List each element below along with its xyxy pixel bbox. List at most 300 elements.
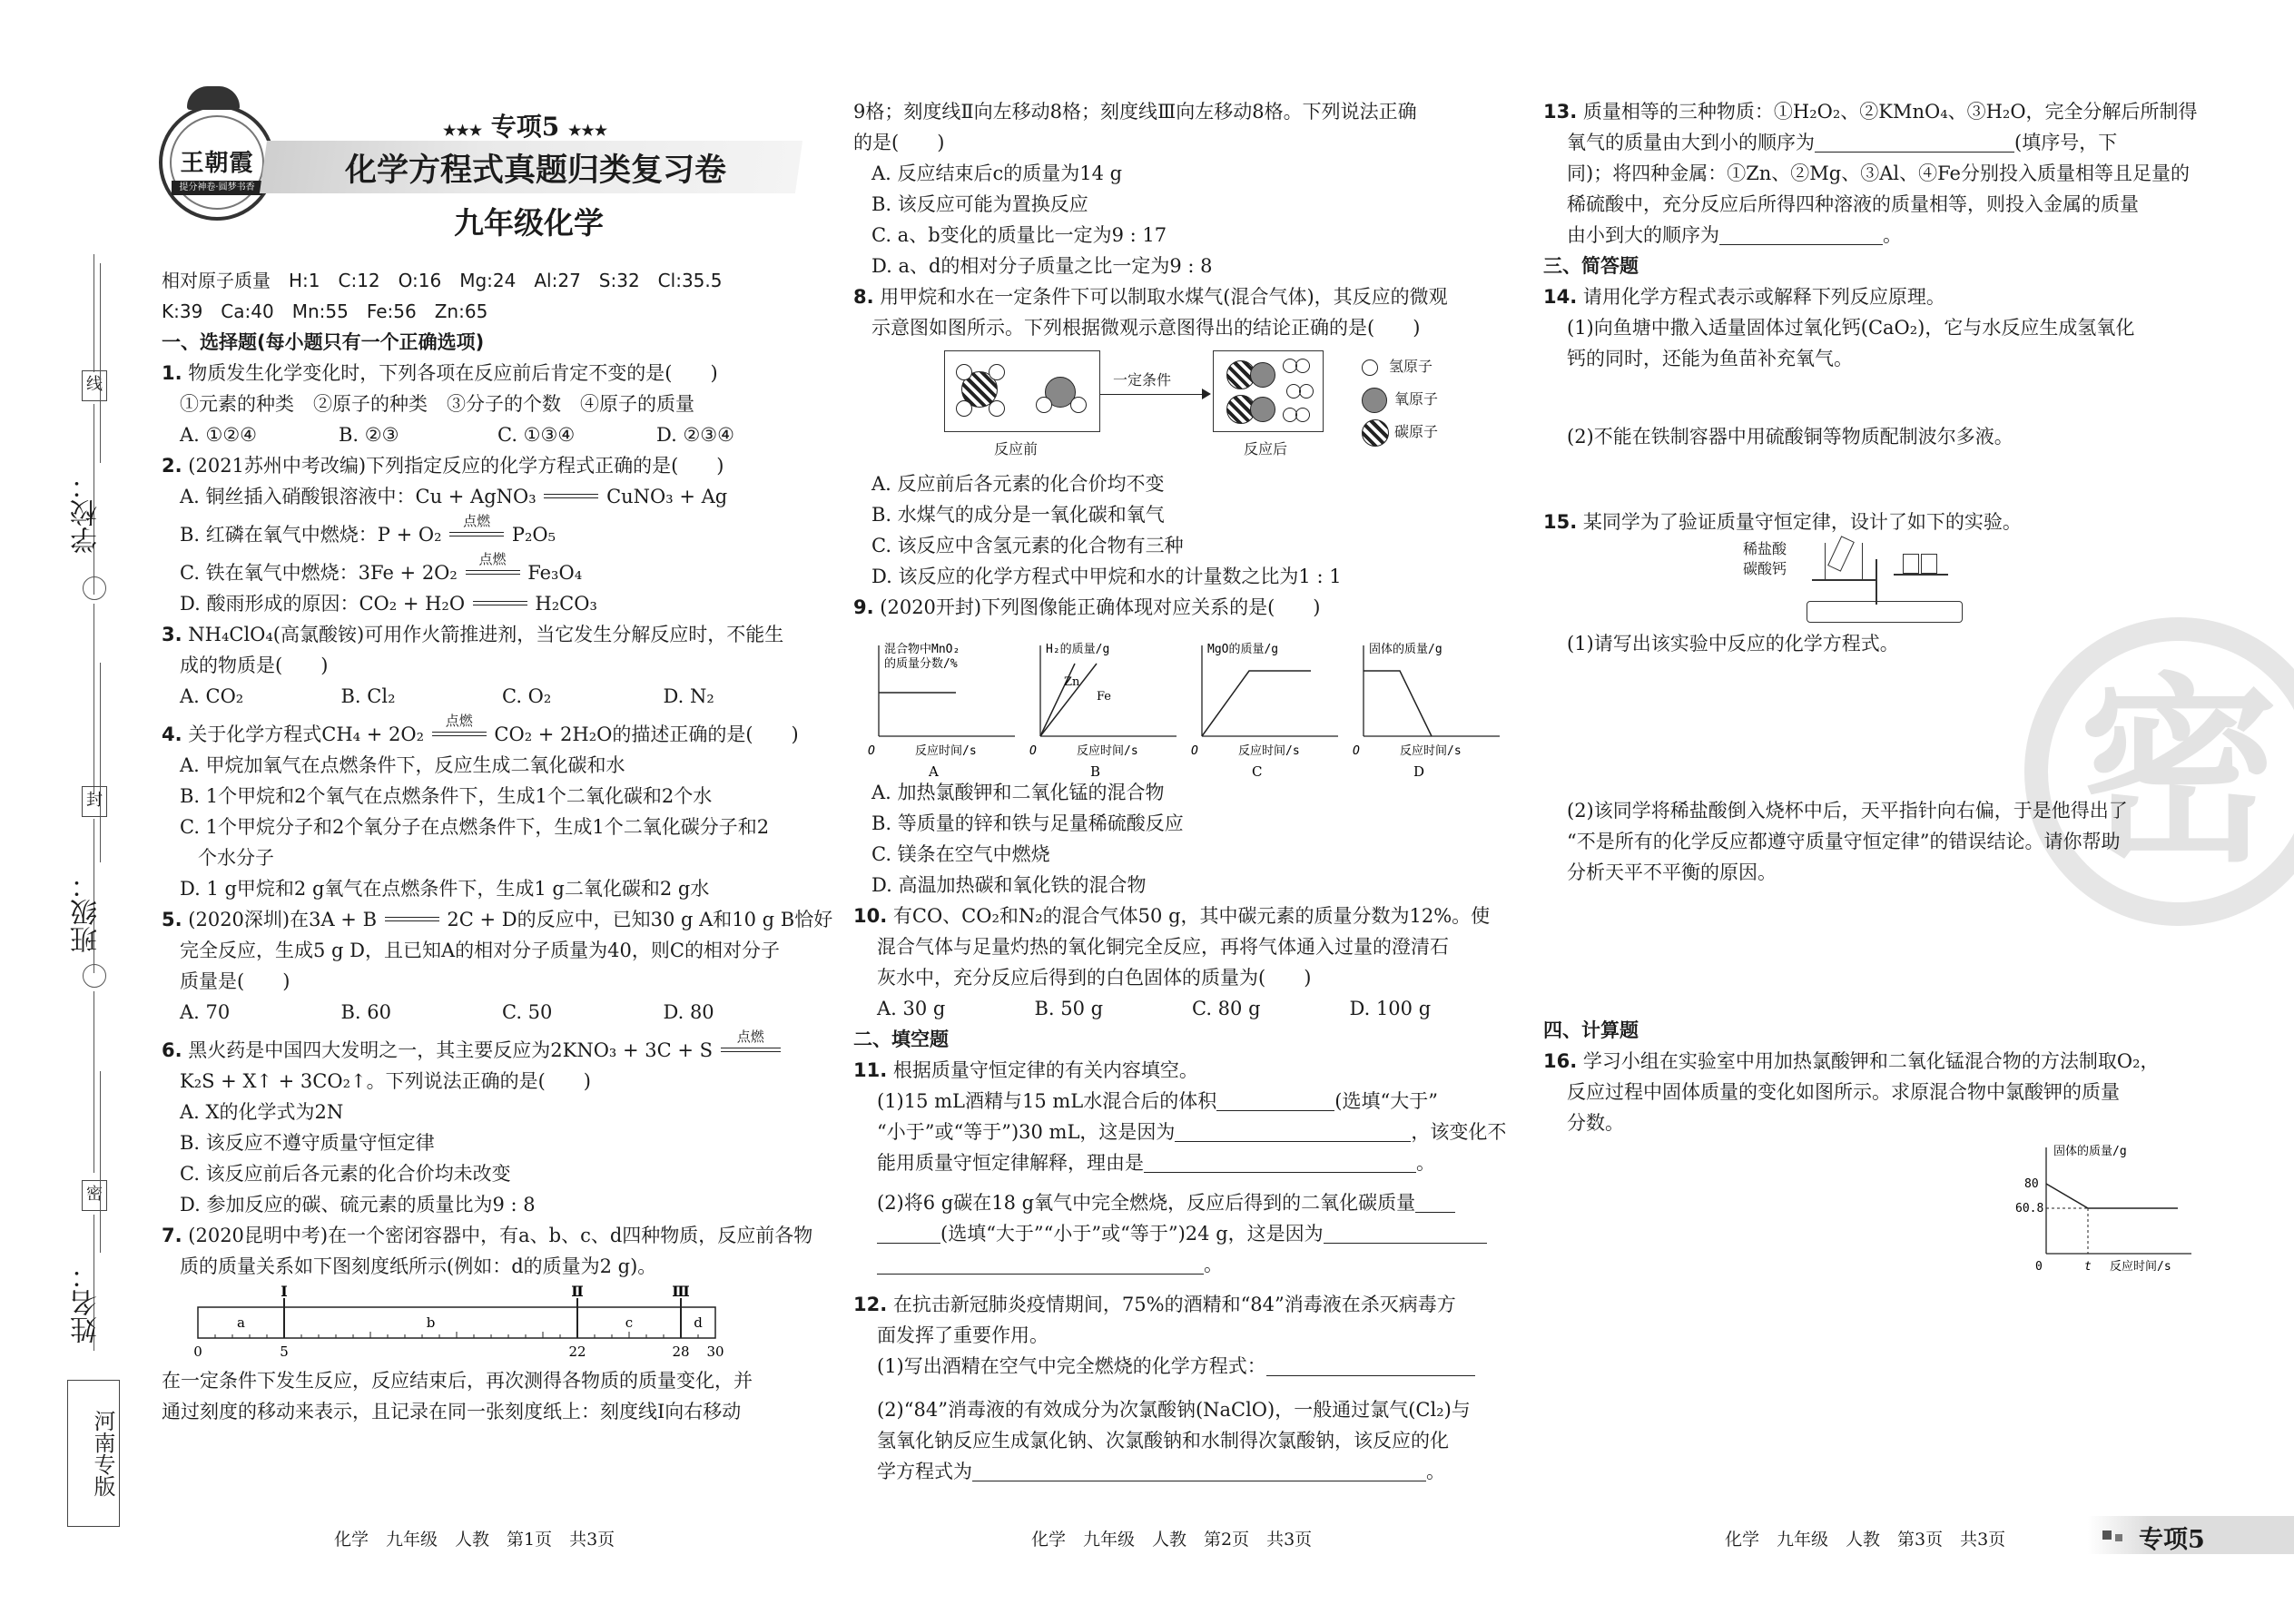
graph-x-label: 反应时间/s [915, 744, 977, 758]
question-stem: 在抗击新冠肺炎疫情期间，75%的酒精和“84”消毒液在杀灭病毒方 [892, 1294, 1456, 1315]
option-d[interactable]: D. 80 [663, 1001, 714, 1023]
reagent-label: 碳酸钙 [1743, 560, 1787, 577]
reaction-arrow [464, 551, 522, 579]
option-b[interactable]: B. 等质量的锌和铁与足量稀硫酸反应 [871, 812, 1184, 834]
question-line [853, 1351, 1507, 1382]
question-line: 同)；将四种金属：①Zn、②Mg、③Al、④Fe分别投入质量相等且足量的 [1567, 162, 2190, 184]
special-label: 专项5 [490, 112, 560, 142]
atomic-mass-line: K:39 Ca:40 Mn:55 Fe:56 Zn:65 [162, 300, 488, 322]
province-tag: 河南专版 [67, 1380, 120, 1527]
graph-letter: D [1413, 763, 1425, 777]
legend-label: 氧原子 [1394, 390, 1439, 408]
balance-apparatus [1743, 537, 2070, 628]
option-a[interactable] [162, 481, 824, 512]
graph-y-label: MgO的质量/g [1207, 643, 1279, 656]
graph-x-label: 反应时间/s [1077, 744, 1138, 758]
question-line: 氢氧化钠反应生成氯化钠、次氯酸钠和水制得次氯酸钠，该反应的化 [877, 1430, 1449, 1452]
graph-t-label: t [2084, 1260, 2092, 1274]
graph-origin: O [1353, 744, 1360, 758]
question-line: K₂S + X↑ + 3CO₂↑。下列说法正确的是( ) [180, 1070, 591, 1092]
question-stem: 物质发生化学变化时，下列各项在反应前后肯定不变的是( ) [188, 362, 718, 384]
hydrogen-atom-icon [1362, 359, 1378, 376]
question-line [853, 1187, 1507, 1218]
logo-crown-icon [187, 86, 240, 110]
options-row [162, 419, 824, 450]
ruler-mark-label: Ⅰ [281, 1283, 288, 1300]
ruler-mark-label: Ⅲ [672, 1283, 690, 1300]
option-b[interactable]: B. 该反应不遵守质量守恒定律 [180, 1132, 435, 1154]
question-1 [162, 358, 824, 389]
option-text: P₂O₅ [511, 524, 556, 546]
carbon-atom-icon [1362, 419, 1389, 447]
hydrogen-atom-icon [956, 400, 972, 417]
hydrogen-atom-icon [989, 364, 1005, 380]
graph-row [853, 623, 1507, 777]
question-line: 灰水中，充分反应后得到的白色固体的质量为( ) [877, 967, 1312, 989]
graph-curve [1040, 664, 1075, 736]
question-line [1543, 220, 2206, 251]
question-number: 3. [162, 624, 182, 645]
graph-curve [1202, 671, 1311, 736]
class-field-line [100, 663, 101, 862]
option-d[interactable]: D. 100 g [1349, 998, 1432, 1019]
question-text: “小于”或“等于”)30 mL，这是因为 [877, 1121, 1176, 1143]
option-b[interactable]: B. ②③ [339, 424, 399, 446]
question-text: (1)15 mL酒精与15 mL水混合后的体积 [877, 1090, 1217, 1112]
ruler-tick-label: 5 [280, 1343, 289, 1360]
option-a[interactable]: A. 70 [180, 1001, 231, 1023]
option-text: H₂CO₃ [535, 593, 597, 615]
graph-y-label: H₂的质量/g [1046, 643, 1110, 656]
option-b[interactable] [162, 513, 824, 550]
option-b[interactable]: B. 水煤气的成分是一氧化碳和氧气 [871, 504, 1165, 526]
graph-letter: A [929, 763, 939, 777]
question-line: 分析天平不平衡的原因。 [1567, 861, 1777, 883]
question-number: 15. [1543, 511, 1578, 533]
option-c[interactable]: C. 该反应中含氢元素的化合物有三种 [871, 535, 1184, 556]
graphs-graphic [853, 623, 1507, 777]
graph-letter: C [1252, 763, 1263, 777]
page-footer: 化学 九年级 人教 第3页 共3页 [1725, 1530, 2006, 1550]
answer-blank[interactable] [972, 1461, 1426, 1481]
micro-diagram [944, 350, 1507, 459]
question-text: (2)将6 g碳在18 g氧气中完全燃烧，反应后得到的二氧化碳质量 [877, 1192, 1416, 1214]
column-2 [853, 96, 1507, 1487]
question-9 [853, 592, 1507, 623]
option-text: Fe₃O₄ [527, 562, 583, 584]
page-subtitle: 九年级化学 [454, 205, 604, 241]
arrow-head-icon [1202, 389, 1211, 399]
question-line: 质的质量关系如下图刻度纸所示(例如：d的质量为2 g)。 [180, 1255, 657, 1277]
question-stem: (2020昆明中考)在一个密闭容器中，有a、b、c、d四种物质，反应前各物 [188, 1225, 813, 1246]
options-row [853, 993, 1507, 1024]
brand-logo: 王朝霞 提分神卷·圆梦书香 [159, 104, 275, 221]
hydrogen-atom-icon [1036, 397, 1052, 413]
option-a[interactable]: A. 反应前后各元素的化合价均不变 [871, 473, 1165, 495]
option-d[interactable]: D. 高温加热碳和氧化铁的混合物 [871, 874, 1147, 896]
option-text: D. 酸雨形成的原因：CO₂ + H₂O [180, 593, 466, 615]
graph-y-label: 固体的质量/g [2053, 1145, 2127, 1158]
graph-y-label: 混合物中MnO₂ [884, 643, 960, 656]
option-text: C. 铁在氧气中燃烧：3Fe + 2O₂ [180, 562, 458, 584]
after-label: 反应后 [1244, 440, 1288, 458]
question-stem: 根据质量守恒定律的有关内容填空。 [892, 1059, 1198, 1081]
section-heading: 四、计算题 [1543, 1019, 1639, 1041]
class-field-label: 班级： [71, 871, 103, 953]
ruler-tick-label: 28 [672, 1343, 690, 1360]
question-line [1543, 127, 2206, 158]
question-line: 质量是( ) [180, 970, 290, 992]
option-text: A. 铜丝插入硝酸银溶液中：Cu + AgNO₃ [180, 486, 537, 507]
question-line [853, 1117, 1507, 1147]
question-text: 学方程式为 [877, 1461, 972, 1482]
graph-curve [2046, 1184, 2178, 1208]
question-line: 反应过程中固体质量的变化如图所示。求原混合物中氯酸钾的质量 [1567, 1081, 2120, 1103]
question-16 [1543, 1046, 2206, 1077]
question-number: 2. [162, 455, 182, 477]
question-stem: 用甲烷和水在一定条件下可以制取水煤气(混合气体)，其反应的微观 [880, 286, 1448, 308]
option-c[interactable]: C. 80 g [1192, 998, 1261, 1019]
graph-series-label: Fe [1097, 690, 1112, 704]
balance-pan-icon [1894, 574, 1948, 576]
question-stem: CO₂ + 2H₂O的描述正确的是( ) [494, 723, 799, 745]
question-11 [853, 1055, 1507, 1086]
scale-ruler [189, 1282, 733, 1365]
graph-x-label: 反应时间/s [1238, 744, 1300, 758]
stars-decor: ★★★ [568, 122, 608, 139]
reaction-arrow [430, 713, 488, 741]
after-box [1213, 350, 1324, 432]
question-stem: 质量相等的三种物质：①H₂O₂、②KMnO₄、③H₂O，完全分解后所制得 [1582, 101, 2198, 123]
option-d[interactable]: D. 该反应的化学方程式中甲烷和水的计量数之比为1 : 1 [871, 566, 1342, 587]
option-b[interactable]: B. 60 [340, 1001, 392, 1023]
question-number: 16. [1543, 1050, 1578, 1072]
reaction-condition: 点燃 [445, 713, 473, 729]
option-d[interactable]: D. N₂ [663, 685, 714, 707]
ruler-tick-label: 22 [568, 1343, 586, 1360]
question-4 [162, 713, 824, 750]
question-7 [162, 1220, 824, 1251]
option-c[interactable]: C. O₂ [502, 685, 552, 707]
question-stem: 请用化学方程式表示或解释下列反应原理。 [1582, 286, 1945, 308]
column-1 [162, 265, 833, 1427]
graph-origin: O [1191, 744, 1198, 758]
ruler-graphic [189, 1282, 733, 1365]
options-row [162, 681, 824, 712]
option-b[interactable]: B. 1个甲烷和2个氧气在点燃条件下，生成1个二氧化碳和2个水 [180, 785, 713, 807]
binding-hole [83, 964, 106, 988]
reagent-label: 稀盐酸 [1743, 540, 1787, 557]
legend [1362, 350, 1438, 448]
answer-blank[interactable] [1144, 1152, 1416, 1173]
question-line: 通过刻度的移动来表示，且记录在同一张刻度纸上：刻度线Ⅰ向右移动 [162, 1401, 742, 1422]
question-line: (2)“84”消毒液的有效成分为次氯酸钠(NaClO)，一般通过氯气(Cl₂)与 [877, 1399, 1471, 1421]
question-15 [1543, 507, 2206, 537]
corner-tag [2088, 1516, 2294, 1554]
section-heading: 二、填空题 [853, 1029, 949, 1050]
option-d[interactable]: D. 参加反应的碳、硫元素的质量比为9 : 8 [180, 1194, 536, 1216]
graph-x-label: 反应时间/s [1400, 744, 1462, 758]
question-stem: (2020深圳)在3A + B [188, 909, 378, 930]
graph-origin: 0 [2035, 1260, 2043, 1274]
question-line: 在一定条件下发生反应，反应结束后，再次测得各物质的质量变化，并 [162, 1370, 753, 1392]
school-field-line [100, 263, 101, 463]
question-number: 12. [853, 1294, 888, 1315]
question-line: 钙的同时，还能为鱼苗补充氧气。 [1567, 348, 1853, 369]
question-line: ①元素的种类 ②原子的种类 ③分子的个数 ④原子的质量 [180, 393, 694, 415]
question-10 [853, 901, 1507, 931]
corner-tag-label: 专项5 [2139, 1526, 2205, 1554]
logo-text: 王朝霞 [180, 150, 254, 177]
option-d[interactable] [162, 588, 824, 619]
question-line: “不是所有的化学反应都遵守质量守恒定律”的错误结论。请你帮助 [1567, 831, 2121, 852]
weights-icon [1921, 554, 1937, 574]
column-3 [1543, 96, 2206, 1276]
option-c[interactable]: C. 1个甲烷分子和2个氧分子在点燃条件下，生成1个二氧化碳分子和2 [180, 816, 770, 838]
answer-space[interactable] [1543, 888, 2206, 1015]
question-line: (1)向鱼塘中撒入适量固体过氧化钙(CaO₂)，它与水反应生成氢氧化 [1567, 317, 2135, 339]
question-line [853, 1218, 1507, 1249]
question-line [853, 1147, 1507, 1178]
balance-base-icon [1807, 601, 1963, 623]
before-box [944, 350, 1100, 432]
reaction-arrow [448, 513, 506, 541]
question-text: 氧气的质量由大到小的顺序为 [1567, 132, 1815, 153]
question-text: 。 [1416, 1152, 1435, 1174]
question-14 [1543, 281, 2206, 312]
answer-blank[interactable] [1719, 224, 1883, 245]
question-line: (1)请写出该实验中反应的化学方程式。 [1567, 633, 1899, 655]
question-line: 完全反应，生成5 g D，且已知A的相对分子质量为40，则C的相对分子 [180, 940, 780, 961]
answer-blank[interactable] [1266, 1355, 1475, 1376]
oxygen-atom-icon [1362, 388, 1387, 413]
option-c[interactable] [162, 551, 824, 588]
hydrogen-atom-icon [1299, 384, 1314, 399]
ruler-tick-label: 30 [706, 1343, 724, 1360]
ruler-mark-label: Ⅱ [571, 1283, 584, 1300]
stars-decor: ★★★ [443, 122, 483, 139]
question-number: 10. [853, 905, 888, 927]
name-field-label: 姓名： [71, 1262, 103, 1343]
corner-squares-icon [2115, 1534, 2122, 1541]
question-2 [162, 450, 824, 481]
sidebar-mark-line: 线 [82, 370, 107, 401]
question-line: 稀硫酸中，充分反应后所得四种溶液的质量相等，则投入金属的质量 [1567, 193, 2139, 215]
question-stem: NH₄ClO₄(高氯酸铵)可用作火箭推进剂，当它发生分解反应时，不能生 [188, 624, 784, 645]
option-d[interactable]: D. ②③④ [656, 424, 734, 446]
option-c[interactable]: C. ①③④ [497, 424, 576, 446]
legend-label: 氢原子 [1389, 358, 1433, 375]
question-number: 5. [162, 909, 182, 930]
option-a[interactable]: A. X的化学式为2N [180, 1101, 344, 1123]
option-b[interactable]: B. 50 g [1034, 998, 1104, 1019]
legend-label: 碳原子 [1394, 423, 1439, 440]
school-field-label: 学校： [71, 472, 103, 554]
question-number: 6. [162, 1039, 182, 1061]
before-label: 反应前 [994, 440, 1039, 458]
question-number: 14. [1543, 286, 1578, 308]
ruler-segment-label: c [625, 1314, 634, 1331]
option-c-cont: 个水分子 [198, 847, 274, 869]
answer-space[interactable] [1543, 452, 2206, 507]
ruler-segment-label: d [694, 1314, 703, 1331]
question-text: 能用质量守恒定律解释，理由是 [877, 1152, 1144, 1174]
question-number: 4. [162, 723, 182, 745]
question-stem: 学习小组在实验室中用加热氯酸钾和二氧化锰混合物的方法制取O₂， [1582, 1050, 2160, 1072]
answer-blank[interactable] [1216, 1090, 1334, 1111]
graph-y-label: 固体的质量/g [1369, 643, 1442, 656]
hydrogen-atom-icon [1070, 397, 1087, 413]
question-text: ，该变化不 [1411, 1121, 1507, 1143]
graph-origin: O [1029, 744, 1037, 758]
option-b[interactable]: B. 该反应可能为置换反应 [871, 193, 1088, 215]
graph-y-tick: 80 [2024, 1177, 2039, 1191]
reaction-condition: 点燃 [463, 513, 491, 529]
question-text: 。 [1883, 224, 1902, 246]
option-a[interactable]: A. 30 g [877, 998, 946, 1019]
corner-squares-icon [2102, 1530, 2112, 1540]
graph-curve [1364, 671, 1432, 736]
question-8 [853, 281, 1507, 312]
answer-blank[interactable] [1175, 1121, 1411, 1142]
option-d[interactable]: D. a、d的相对分子质量之比一定为9 : 8 [871, 255, 1213, 277]
options-row [162, 997, 824, 1028]
answer-space[interactable] [1543, 374, 2206, 421]
page-footer: 化学 九年级 人教 第1页 共3页 [334, 1530, 615, 1550]
hydrogen-atom-icon [1295, 359, 1310, 373]
question-stem: 某同学为了验证质量守恒定律，设计了如下的实验。 [1582, 511, 2022, 533]
weights-icon [1903, 554, 1919, 574]
option-a[interactable]: A. ①②④ [180, 424, 257, 446]
option-text: B. 红磷在氧气中燃烧：P + O₂ [180, 524, 442, 546]
balance-post-icon [1876, 559, 1877, 605]
graph-curve [1040, 664, 1097, 736]
sidebar-mark-secret: 密 [82, 1180, 107, 1211]
hydrogen-atom-icon [1295, 408, 1310, 422]
question-number: 1. [162, 362, 182, 384]
question-number: 9. [853, 596, 874, 618]
binding-hole [83, 576, 106, 600]
sidebar-mark-seal: 封 [82, 786, 107, 817]
arrow-label: 一定条件 [1113, 371, 1172, 389]
option-text: CuNO₃ + Ag [606, 486, 728, 507]
reaction-condition: 点燃 [736, 1029, 764, 1045]
option-c[interactable]: C. 50 [502, 1001, 553, 1023]
ruler-segment-label: b [426, 1314, 436, 1331]
watermark: 密 [2024, 617, 2294, 926]
oxygen-atom-icon [1250, 397, 1275, 422]
special-heading [443, 107, 607, 143]
section-heading: 三、简答题 [1543, 255, 1639, 277]
question-13 [1543, 96, 2206, 127]
question-stem: 有CO、CO₂和N₂的混合气体50 g，其中碳元素的质量分数为12%。使 [892, 905, 1491, 927]
option-d[interactable]: D. 1 g甲烷和2 g氧气在点燃条件下，生成1 g二氧化碳和2 g水 [180, 878, 710, 900]
graph-x-label: 反应时间/s [2110, 1260, 2171, 1274]
arrow-icon [1100, 394, 1209, 395]
option-c[interactable]: C. 镁条在空气中燃烧 [871, 843, 1050, 865]
answer-blank[interactable] [1415, 1192, 1455, 1213]
logo-small-text: 提分神卷 [179, 182, 216, 192]
question-number: 13. [1543, 101, 1578, 123]
reaction-condition: 点燃 [478, 551, 507, 567]
question-line: 9格；刻度线Ⅱ向左移动8格；刻度线Ⅲ向左移动8格。下列说法正确 [853, 101, 1417, 123]
option-a[interactable]: A. 甲烷加氧气在点燃条件下，反应生成二氧化碳和水 [180, 754, 625, 776]
question-line: 混合气体与足量灼热的氧化铜完全反应，再将气体通入过量的澄清石 [877, 936, 1449, 958]
question-line: (2)该同学将稀盐酸倒入烧杯中后，天平指针向右偏，于是他得出了 [1567, 800, 2128, 822]
question-text: (选填“大于” [1334, 1090, 1438, 1112]
option-c[interactable]: C. a、b变化的质量比一定为9 : 17 [871, 224, 1167, 246]
question-line: 的是( ) [853, 132, 945, 153]
question-line: 示意图如图所示。下列根据微观示意图得出的结论正确的是( ) [871, 317, 1421, 339]
question-number: 7. [162, 1225, 182, 1246]
option-a[interactable]: A. 反应结束后c的质量为14 g [871, 162, 1123, 184]
question-line: 成的物质是( ) [180, 655, 329, 676]
question-12 [853, 1289, 1507, 1320]
question-text: (1)写出酒精在空气中完全燃烧的化学方程式： [877, 1355, 1266, 1377]
option-c[interactable]: C. 该反应前后各元素的化合价均未改变 [180, 1163, 511, 1185]
answer-space[interactable] [1543, 659, 2206, 795]
logo-small-text: 圆梦书香 [218, 182, 255, 192]
question-text: (选填“大于”“小于”或“等于”)24 g，这是因为 [940, 1223, 1324, 1245]
question-number: 8. [853, 286, 874, 308]
question-line [853, 1086, 1507, 1117]
graph-letter: B [1090, 763, 1101, 777]
answer-blank[interactable] [1324, 1223, 1487, 1244]
equals-sign [383, 908, 441, 926]
option-a[interactable]: A. CO₂ [180, 685, 244, 707]
page-title: 化学方程式真题归类复习卷 [345, 153, 727, 189]
answer-blank[interactable] [1815, 132, 2014, 153]
answer-blank[interactable] [877, 1223, 940, 1244]
ruler-tick-label: 0 [193, 1343, 202, 1360]
section-heading: 一、选择题(每小题只有一个正确选项) [162, 331, 485, 353]
hydrogen-atom-icon [956, 364, 972, 380]
question-stem: 关于化学方程式CH₄ + 2O₂ [188, 723, 425, 745]
ruler-segment-label: a [237, 1314, 245, 1331]
question-stem: 2C + D的反应中，已知30 g A和10 g B恰好 [447, 909, 833, 930]
question-number: 11. [853, 1059, 888, 1081]
question-line [853, 1249, 1507, 1280]
graph-series-label: Zn [1064, 675, 1080, 689]
option-b[interactable]: B. Cl₂ [340, 685, 396, 707]
question-stem: (2021苏州中考改编)下列指定反应的化学方程式正确的是( ) [188, 455, 724, 477]
question-text: 。 [1426, 1461, 1445, 1482]
answer-blank[interactable] [877, 1254, 1204, 1275]
question-line: 分数。 [1567, 1112, 1624, 1134]
question-line: (2)不能在铁制容器中用硫酸铜等物质配制波尔多液。 [1567, 426, 2013, 448]
graph-origin: O [868, 744, 875, 758]
question-line: 面发挥了重要作用。 [877, 1324, 1049, 1346]
question-3 [162, 619, 824, 650]
equals-sign [471, 592, 529, 610]
question-stem: 黑火药是中国四大发明之一，其主要反应为2KNO₃ + 3C + S [188, 1039, 714, 1061]
question-6 [162, 1029, 824, 1066]
atomic-mass-line: 相对原子质量 H:1 C:12 O:16 Mg:24 Al:27 S:32 Cl:35.5 [162, 270, 723, 291]
balance-pan-icon [1812, 579, 1876, 581]
option-a[interactable]: A. 加热氯酸钾和二氧化锰的混合物 [871, 782, 1165, 803]
graph-y-label: 的质量分数/% [884, 657, 958, 671]
question-text: 。 [1204, 1254, 1223, 1275]
question-text: (填序号，下 [2014, 132, 2118, 153]
mass-graph-graphic [2015, 1140, 2197, 1276]
mass-graph [2015, 1140, 2197, 1276]
reaction-arrow [719, 1029, 783, 1057]
hydrogen-atom-icon [989, 400, 1005, 417]
question-stem: (2020开封)下列图像能正确体现对应关系的是( ) [880, 596, 1321, 618]
page-footer: 化学 九年级 人教 第2页 共3页 [1031, 1530, 1313, 1550]
oxygen-atom-icon [1250, 362, 1275, 388]
question-text: 由小到大的顺序为 [1567, 224, 1719, 246]
